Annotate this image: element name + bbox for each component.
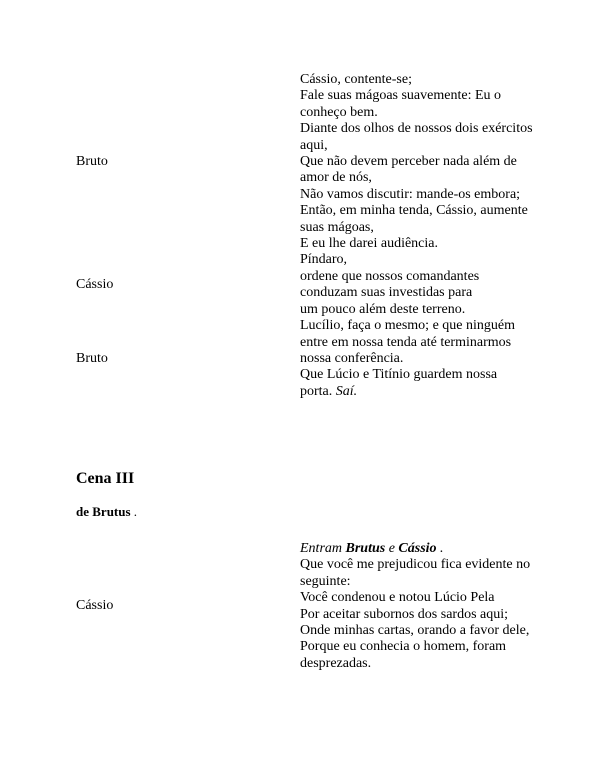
speech-line: Cássio, contente-se; <box>300 72 412 87</box>
speech-line: Que não devem perceber nada além de amor de nós, <box>300 154 517 186</box>
speech-row <box>76 72 536 252</box>
speech-line: Fale suas mágoas suavemente: Eu o conheço bem. <box>300 88 502 120</box>
speech-line: ordene que nossos comandantes conduzam suas investidas para <box>300 268 480 301</box>
speech-lines <box>300 72 536 252</box>
speech-line-text: porta. <box>300 383 333 399</box>
character-name: Cássio <box>398 541 437 556</box>
character-name: Brutus <box>345 541 386 556</box>
speech-line: Você condenou e notou Lúcio Pela <box>300 590 495 606</box>
speaker-name: Bruto <box>76 350 108 366</box>
speech-line: E eu lhe darei audiência. <box>300 236 438 252</box>
stage-direction-line <box>300 541 536 557</box>
speech-line: Por aceitar subornos dos sardos aqui; <box>300 606 509 622</box>
stage-direction: Saí. <box>335 383 358 399</box>
stage-direction-prefix: Entram <box>300 541 346 556</box>
dialogue-table-1 <box>76 72 536 400</box>
speech-lines <box>300 318 536 400</box>
speech-line: Porque eu conhecia o homem, foram desprezadas. <box>300 639 507 671</box>
speaker-name: Cássio <box>76 598 114 614</box>
speech-line-final <box>300 384 536 400</box>
speech-line: Píndaro, <box>300 252 348 268</box>
speech-lines <box>300 252 536 318</box>
speech-lines <box>300 541 536 672</box>
speech-line: Então, em minha tenda, Cássio, aumente suas mágoas, <box>300 203 528 235</box>
speech-line: Onde minhas cartas, orando a favor dele, <box>300 623 530 639</box>
speaker-name: Bruto <box>76 154 108 170</box>
stage-direction-conj: e <box>385 541 399 556</box>
dialogue-table-2 <box>76 541 536 672</box>
speech-row <box>76 252 536 318</box>
speech-line: Não vamos discutir: mande-os embora; <box>300 186 521 202</box>
speech-row <box>76 318 536 400</box>
scene-setting-name: de Brutus <box>76 504 131 519</box>
speech-line: Que Lúcio e Titínio guardem nossa <box>300 367 498 383</box>
speech-line: Diante dos olhos de nossos dois exércitos aqui, <box>300 121 533 153</box>
speech-line: Lucílio, faça o mesmo; e que ninguém <box>300 318 515 334</box>
scene-setting-punct: . <box>130 504 138 519</box>
speech-line: Que você me prejudicou fica evidente no seguinte: <box>300 557 531 589</box>
speech-row <box>76 541 536 672</box>
scene-title: Cena III <box>76 470 135 487</box>
speech-line: um pouco além deste terreno. <box>300 301 466 317</box>
speech-line: entre em nossa tenda até terminarmos nossa conferência. <box>300 334 512 366</box>
speaker-name: Cássio <box>76 277 114 293</box>
scene-setting <box>76 504 137 520</box>
stage-direction-suffix: . <box>436 541 444 556</box>
